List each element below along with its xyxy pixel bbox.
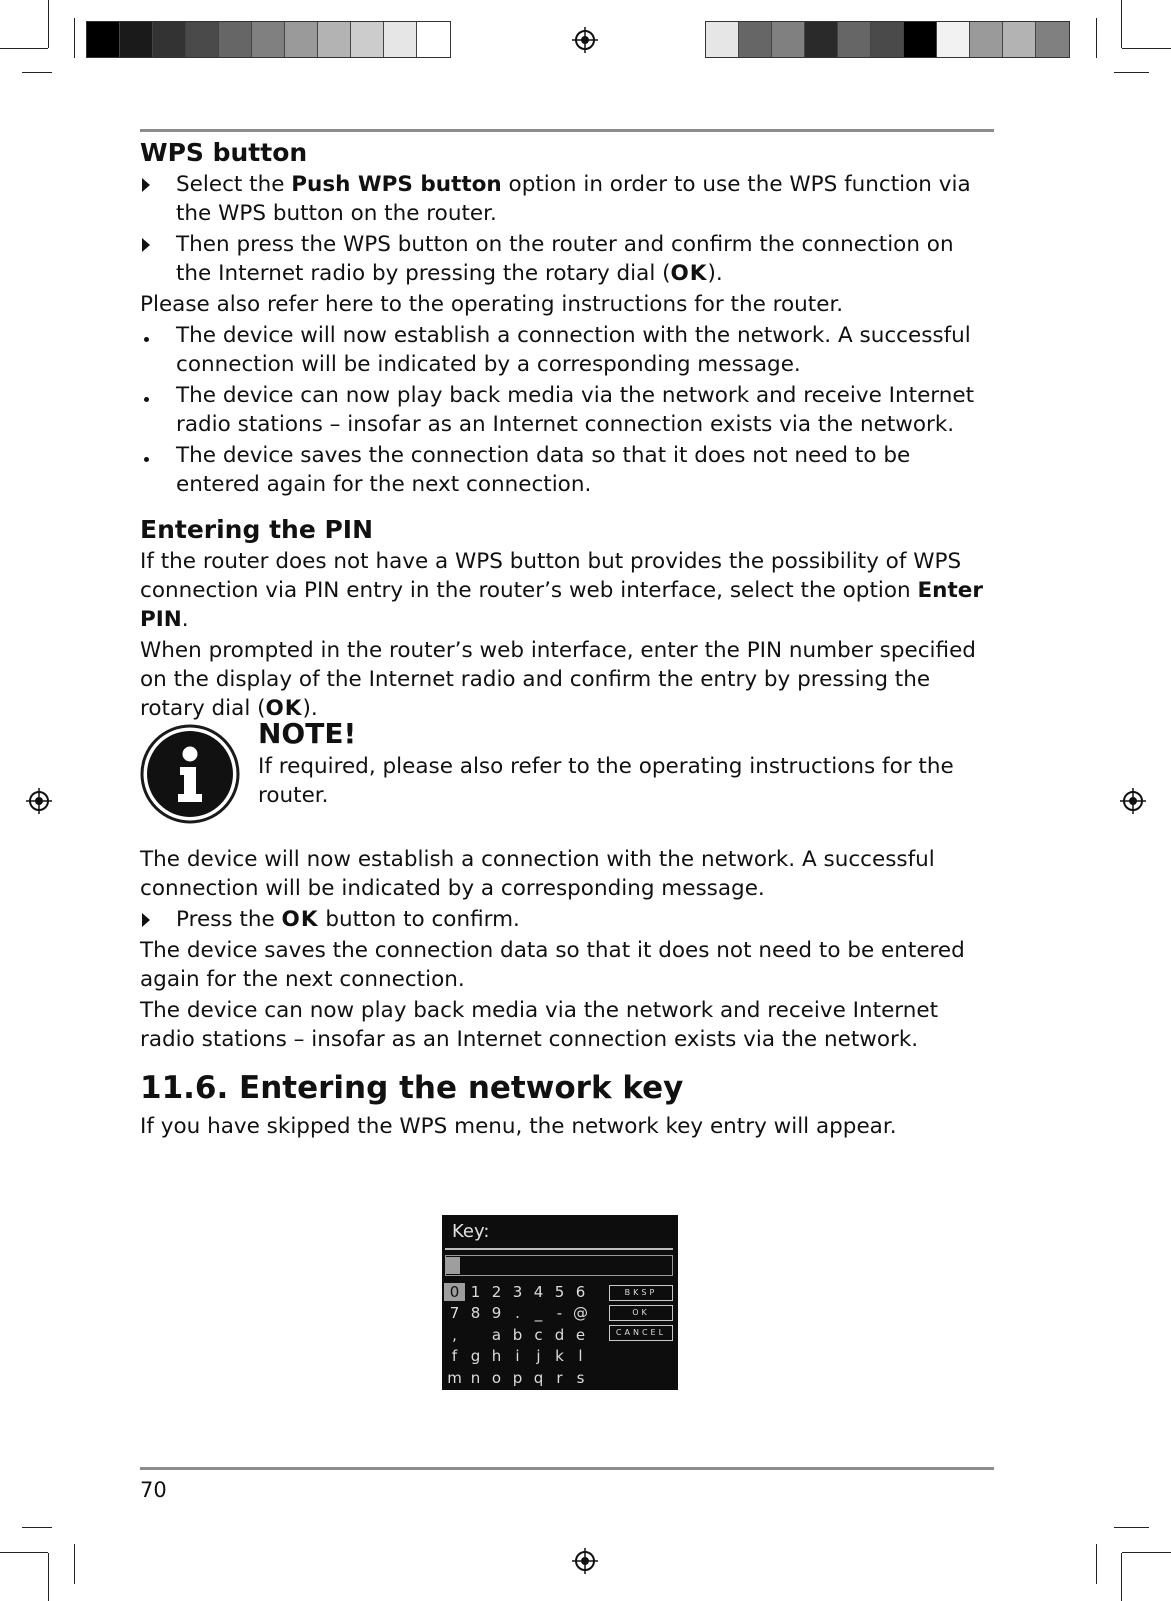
character-row [444,1346,604,1368]
paragraph-text: If the router does not have a WPS button but provides the possibility of WPS connection via PIN entry in the router’s web interface, select the option [140,549,962,603]
character-key[interactable]: j [536,1347,541,1366]
key-label: Key: [452,1221,490,1242]
character-key[interactable]: 3 [512,1282,523,1301]
arrow-bullet-icon [142,913,150,927]
character-key-selected[interactable]: 0 [444,1283,465,1301]
bullet-dot-icon [144,337,149,342]
option-name: Enter PIN [140,578,983,632]
character-key[interactable]: c [534,1325,543,1344]
crop-mark [48,1553,49,1601]
step-text: ). [707,261,723,286]
network-key-display [442,1215,678,1390]
character-key[interactable]: @ [573,1304,588,1323]
step-text: button to confirm. [318,907,520,932]
paragraph [140,547,992,634]
option-name: Push WPS button [291,172,502,197]
character-key[interactable]: o [491,1368,502,1387]
character-key[interactable]: e [575,1325,586,1344]
bullet-dot-icon [144,457,149,462]
pin-heading: Entering the PIN [140,515,374,544]
character-key[interactable]: 8 [470,1304,481,1323]
key-input-field[interactable] [445,1255,673,1276]
main-text-block [140,136,992,723]
character-key[interactable]: k [555,1347,564,1366]
crop-mark [1122,48,1171,49]
crop-mark [1121,0,1122,48]
character-key[interactable]: i [515,1347,520,1366]
note-title: NOTE! [258,717,357,750]
info-icon [140,724,240,824]
ok-label: OK [281,907,319,932]
backspace-button[interactable]: BKSP [609,1285,673,1301]
bullet-dot-icon [144,397,149,402]
step-text: option in order to use the WPS function via the WPS button on the router. [176,172,971,226]
step-text: Select the [176,172,292,197]
ok-label: OK [265,696,303,721]
instruction-step [140,230,992,288]
note-text: If required, please also refer to the operating instructions for the router. [258,754,954,808]
character-key[interactable]: s [576,1368,585,1387]
crop-mark [1122,1552,1171,1553]
display-divider [445,1248,673,1250]
character-key[interactable]: b [512,1325,523,1344]
crop-mark [0,48,48,49]
result-item [140,381,992,439]
character-row [444,1281,604,1303]
paragraph: If you have skipped the WPS menu, the network key entry will appear. [140,1114,897,1139]
paragraph-text: When prompted in the router’s web interface, enter the PIN number specified on the display of the Internet radio and confirm the entry by pressing the rotary dial ( [140,638,976,721]
crop-mark [1096,1544,1097,1584]
character-key[interactable]: 4 [533,1282,544,1301]
header-rule [140,129,994,132]
result-text: The device will now establish a connection with the network. A successful connection will be indicated by a corresponding message. [176,323,971,377]
character-row [444,1367,604,1389]
color-calibration-bar-right [705,21,1070,58]
character-key[interactable]: 9 [491,1304,502,1323]
page-number: 70 [140,1478,167,1502]
crop-mark [1114,72,1149,73]
crop-mark [1096,18,1097,58]
character-key[interactable]: 7 [449,1304,460,1323]
character-row [444,1303,604,1325]
character-key[interactable]: 6 [575,1282,586,1301]
character-key[interactable]: 2 [491,1282,502,1301]
character-key[interactable]: 5 [554,1282,565,1301]
step-text: Press the [176,907,282,932]
paragraph: The device will now establish a connection with the network. A successful connection will be indicated by a corresponding message. [140,847,935,901]
text-cursor [446,1257,460,1274]
character-row [444,1324,604,1346]
wps-heading: WPS button [140,138,308,167]
cancel-button[interactable]: CANCEL [609,1325,673,1341]
character-key[interactable]: _ [534,1304,543,1323]
result-text: The device can now play back media via the network and receive Internet radio stations – insofar as an Internet connection exists via the network. [176,383,975,437]
paragraph-text: . [181,607,189,632]
crop-mark [22,72,52,73]
crop-mark [1121,1553,1122,1601]
character-key[interactable]: , [452,1325,457,1344]
character-key[interactable]: . [515,1304,520,1323]
crop-mark [48,0,49,48]
result-item [140,441,992,499]
ok-button[interactable]: OK [609,1305,673,1321]
crop-mark [22,1527,52,1528]
color-calibration-bar-left [86,21,451,58]
paragraph-text: ). [302,696,318,721]
character-key[interactable]: q [533,1368,544,1387]
character-key[interactable]: p [512,1368,523,1387]
step-text: Then press the WPS button on the router and confirm the connection on the Internet radio by pressing the rotary dial ( [176,232,954,286]
character-key[interactable]: a [491,1325,502,1344]
footer-rule [140,1467,994,1470]
instruction-step [140,905,992,934]
ok-label: OK [670,261,708,286]
after-note-block [140,845,992,1141]
registration-mark-icon [26,788,52,814]
character-key[interactable]: r [556,1368,563,1387]
character-key[interactable]: m [447,1368,462,1387]
crop-mark [1114,1527,1149,1528]
character-key[interactable]: n [470,1368,481,1387]
paragraph: The device saves the connection data so that it does not need to be entered again for the next connection. [140,938,965,992]
character-grid [444,1281,604,1389]
character-key[interactable]: 1 [470,1282,481,1301]
paragraph [140,636,992,723]
crop-mark [0,1552,48,1553]
character-key[interactable]: l [578,1347,583,1366]
character-key[interactable]: d [554,1325,565,1344]
registration-mark-icon [572,1548,598,1574]
registration-mark-icon [1120,788,1146,814]
arrow-bullet-icon [142,238,150,252]
result-item [140,321,992,379]
section-heading: 11.6. Entering the network key [140,1070,684,1106]
character-key[interactable]: - [556,1304,563,1323]
result-text: The device saves the connection data so that it does not need to be entered again for the next connection. [176,443,911,497]
paragraph: The device can now play back media via the network and receive Internet radio stations – insofar as an Internet connection exists via the network. [140,998,939,1052]
instruction-step [140,170,992,228]
arrow-bullet-icon [142,178,150,192]
crop-mark [74,1544,75,1584]
character-key[interactable]: g [470,1347,481,1366]
character-key[interactable]: h [491,1347,502,1366]
registration-mark-icon [572,27,598,53]
crop-mark [74,18,75,58]
character-key[interactable]: f [451,1347,458,1366]
paragraph: Please also refer here to the operating instructions for the router. [140,292,844,317]
